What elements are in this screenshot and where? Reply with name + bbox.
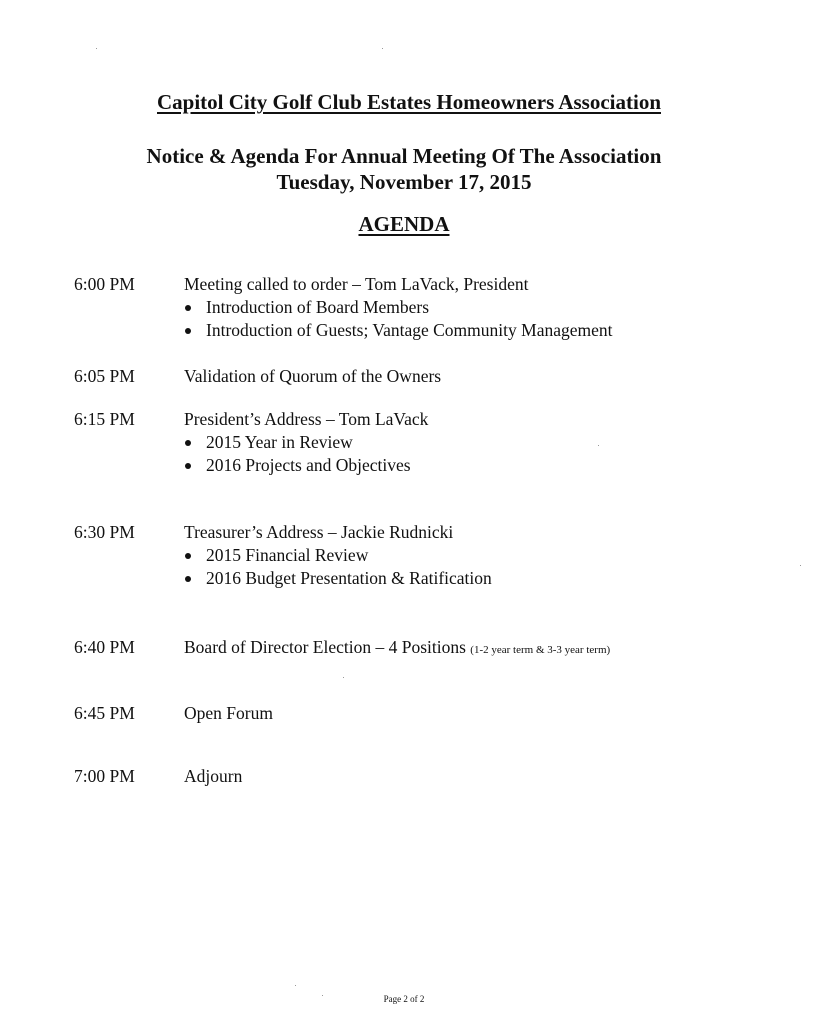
scan-speck (322, 995, 323, 996)
bullet-icon (185, 463, 191, 469)
bullet-text: 2015 Financial Review (206, 545, 369, 565)
agenda-time: 6:45 PM (74, 703, 135, 723)
bullet-text: 2016 Budget Presentation & Ratification (206, 568, 492, 588)
agenda-bullets (184, 296, 784, 342)
term-note: (1-2 year term & 3-3 year term) (470, 644, 611, 656)
scan-speck (343, 677, 344, 678)
bullet-icon (185, 305, 191, 311)
agenda-title: Board of Director Election – 4 Positions (184, 637, 466, 657)
agenda-time: 6:05 PM (74, 366, 135, 386)
meeting-date: Tuesday, November 17, 2015 (276, 170, 532, 194)
bullet-icon (185, 576, 191, 582)
notice-title: Notice & Agenda For Annual Meeting Of The Association (146, 144, 662, 168)
agenda-bullets (184, 544, 784, 590)
agenda-title: Adjourn (184, 766, 243, 786)
agenda-heading: AGENDA (358, 212, 450, 236)
bullet-text: 2016 Projects and Objectives (206, 455, 411, 475)
bullet-text: Introduction of Guests; Vantage Community Management (206, 320, 613, 340)
agenda-bullet-item (184, 454, 784, 477)
agenda-time: 6:40 PM (74, 637, 135, 657)
agenda-title: Meeting called to order – Tom LaVack, President (184, 274, 529, 294)
agenda-bullet-item (184, 544, 784, 567)
agenda-bullet-item (184, 431, 784, 454)
agenda-bullets (184, 431, 784, 477)
bullet-text: 2015 Year in Review (206, 432, 353, 452)
agenda-title: President’s Address – Tom LaVack (184, 409, 429, 429)
agenda-title: Open Forum (184, 703, 273, 723)
organization-title: Capitol City Golf Club Estates Homeowners Association (157, 90, 661, 114)
bullet-icon (185, 553, 191, 559)
scan-speck (598, 445, 599, 446)
agenda-time: 6:00 PM (74, 274, 135, 294)
agenda-bullet-item (184, 296, 784, 319)
agenda-title-line (184, 636, 784, 662)
agenda-time: 6:30 PM (74, 522, 135, 542)
agenda-title: Validation of Quorum of the Owners (184, 366, 442, 386)
agenda-time: 7:00 PM (74, 766, 135, 786)
scan-speck (295, 985, 296, 986)
bullet-icon (185, 440, 191, 446)
bullet-text: Introduction of Board Members (206, 297, 430, 317)
scan-speck (382, 48, 383, 49)
scan-speck (96, 48, 97, 49)
page-number: Page 2 of 2 (383, 994, 425, 1004)
agenda-bullet-item (184, 567, 784, 590)
scan-speck (800, 565, 801, 566)
bullet-icon (185, 328, 191, 334)
agenda-bullet-item (184, 319, 784, 342)
agenda-time: 6:15 PM (74, 409, 135, 429)
agenda-title: Treasurer’s Address – Jackie Rudnicki (184, 522, 454, 542)
